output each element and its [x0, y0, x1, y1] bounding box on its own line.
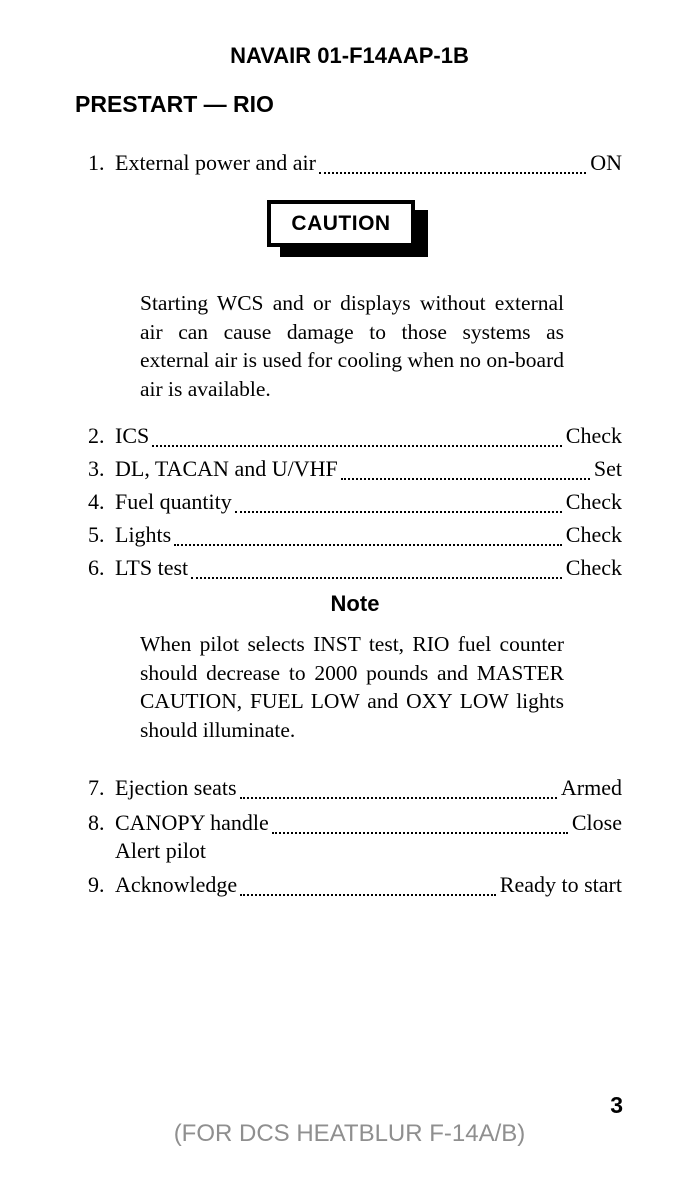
item-number: 2. — [88, 423, 105, 448]
checklist-item — [88, 149, 622, 177]
caution-paragraph: Starting WCS and or displays without external air can cause damage to those systems as external air is used for cooling when no on-board air is available. — [140, 291, 564, 401]
dot-leader — [174, 521, 562, 546]
dot-leader — [319, 149, 586, 174]
item-label: Fuel quantity — [115, 489, 232, 514]
checklist-group — [88, 422, 622, 582]
item-value: Close — [571, 810, 622, 835]
item-label: Ejection seats — [115, 775, 237, 800]
item-number: 9. — [88, 872, 105, 897]
dot-leader — [152, 422, 562, 447]
item-number: 8. — [88, 810, 105, 835]
item-value: Check — [565, 555, 622, 580]
item-number: 1. — [88, 150, 105, 175]
item-number: 5. — [88, 522, 105, 547]
checklist-item — [88, 809, 622, 837]
item-label: DL, TACAN and U/VHF — [115, 456, 338, 481]
item-label: CANOPY handle — [115, 810, 269, 835]
item-number: 4. — [88, 489, 105, 514]
item-label: External power and air — [115, 150, 316, 175]
dot-leader — [191, 554, 562, 579]
item-label: ICS — [115, 423, 150, 448]
dot-leader — [341, 455, 590, 480]
dot-leader — [240, 871, 496, 896]
caution-box — [267, 200, 415, 247]
item-continuation: Alert pilot — [115, 838, 207, 863]
dot-leader — [240, 774, 557, 799]
page-number: 3 — [610, 1092, 623, 1118]
item-value: ON — [590, 150, 622, 175]
footer-note: (FOR DCS HEATBLUR F-14A/B) — [173, 1120, 526, 1147]
checklist-item — [88, 554, 622, 582]
checklist-item — [88, 521, 622, 549]
note-paragraph: When pilot selects INST test, RIO fuel counter should decrease to 2000 pounds and MASTER CAUTION, FUEL LOW and OXY LOW lights should illuminate. — [140, 632, 564, 742]
item-number: 6. — [88, 555, 105, 580]
item-label: Lights — [115, 522, 172, 547]
dot-leader — [272, 809, 568, 834]
dot-leader — [235, 488, 562, 513]
item-label: LTS test — [115, 555, 189, 580]
item-value: Check — [565, 423, 622, 448]
checklist-item — [88, 488, 622, 516]
item-value: Check — [565, 522, 622, 547]
document-title: NAVAIR 01-F14AAP-1B — [230, 43, 469, 68]
item-number: 7. — [88, 775, 105, 800]
checklist-item — [88, 871, 622, 899]
caution-label: CAUTION — [291, 212, 391, 235]
item-number: 3. — [88, 456, 105, 481]
checklist-content — [88, 149, 622, 899]
item-label: Acknowledge — [115, 872, 238, 897]
item-value: Check — [565, 489, 622, 514]
note-heading: Note — [330, 591, 380, 616]
section-title: PRESTART — RIO — [75, 91, 274, 117]
checklist-group — [88, 774, 622, 899]
checklist-item — [88, 455, 622, 483]
checklist-item — [88, 422, 622, 450]
checklist-item — [88, 774, 622, 802]
item-value: Armed — [560, 775, 622, 800]
item-value: Ready to start — [499, 872, 622, 897]
item-value: Set — [593, 456, 622, 481]
